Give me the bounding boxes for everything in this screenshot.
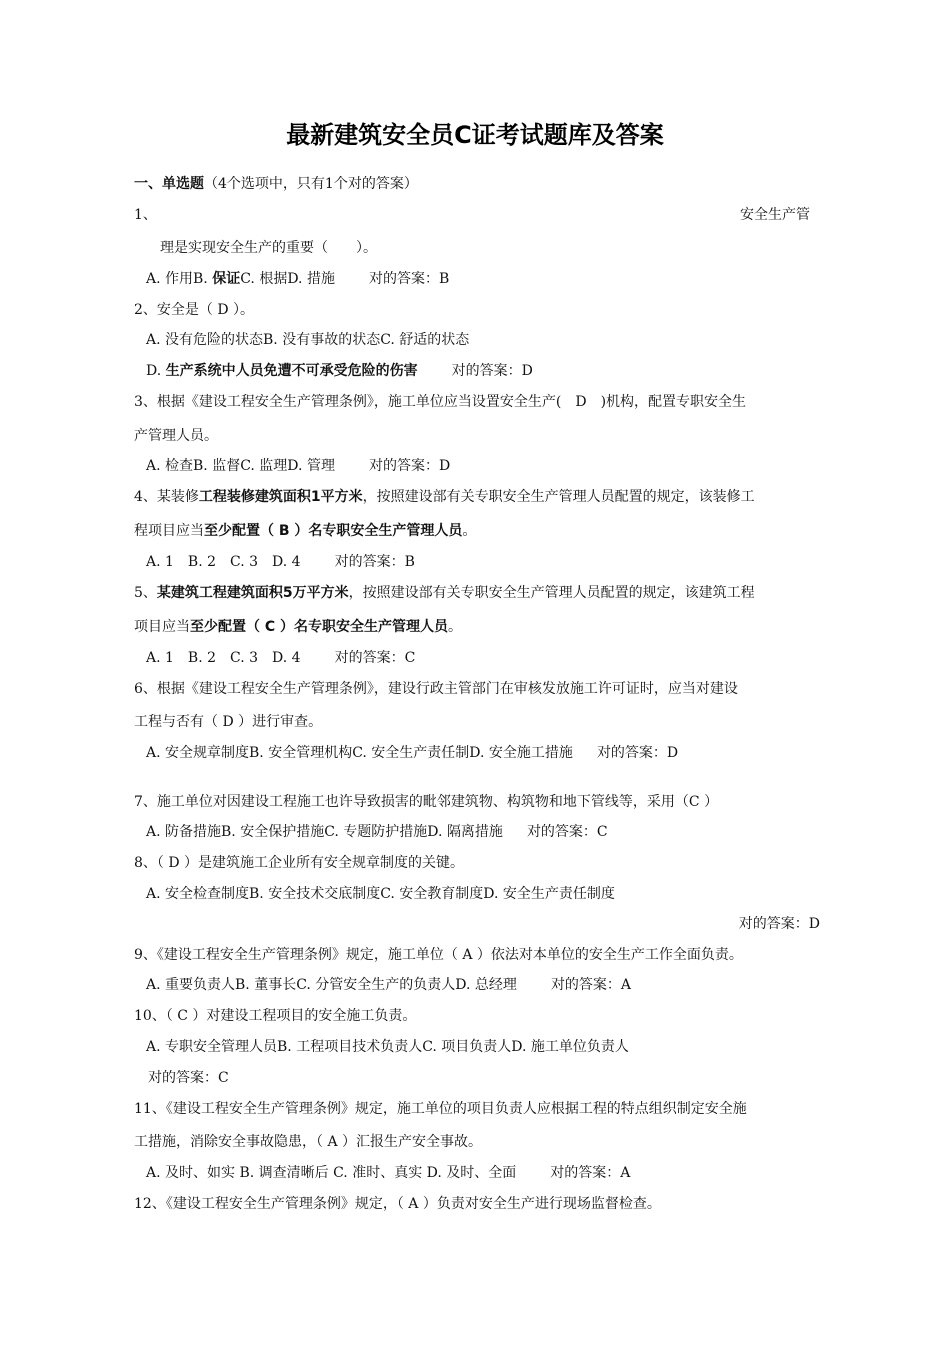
document-title: 最新建筑安全员C证考试题库及答案 [286, 121, 664, 149]
q5-l2b: 至少配置（ C ）名专职安全生产管理人员 [190, 619, 449, 635]
q3-answer: 对的答案：D [368, 458, 451, 474]
q5-options-text: A. 1 B. 2 C. 3 D. 4 [146, 650, 301, 666]
q9-line1: 9、《建设工程安全生产管理条例》规定，施工单位（ A ）依法对本单位的安全生产工作全面负责。 [134, 947, 743, 963]
q3-line2: 产管理人员。 [134, 428, 218, 444]
q7-options-text: A. 防备措施B. 安全保护措施C. 专题防护措施D. 隔离措施 [146, 824, 503, 840]
q2-options: A. 没有危险的状态B. 没有事故的状态C. 舒适的状态 [146, 332, 470, 348]
q8-answer: 对的答案：D [738, 916, 820, 932]
q8-line1: 8、（ D ）是建筑施工企业所有安全规章制度的关键。 [134, 855, 465, 871]
q7-options [146, 822, 608, 842]
q10-options: A. 专职安全管理人员B. 工程项目技术负责人C. 项目负责人D. 施工单位负责人 [146, 1039, 629, 1055]
q5-answer: 对的答案：C [334, 650, 416, 666]
q7-line1: 7、施工单位对因建设工程施工也许导致损害的毗邻建筑物、构筑物和地下管线等，采用（C ） [134, 794, 719, 810]
q11-options [146, 1163, 630, 1183]
q2-question: 2、安全是（ D ）。 [134, 302, 255, 318]
q1-option-b: 保证 [212, 271, 241, 287]
q6-options-text: A. 安全规章制度B. 安全管理机构C. 安全生产责任制D. 安全施工措施 [146, 745, 573, 761]
q11-line1: 11、《建设工程安全生产管理条例》规定，施工单位的项目负责人应根据工程的特点组织制定安全施 [134, 1101, 747, 1117]
section-heading [134, 174, 418, 194]
q10-line1: 10、（ C ）对建设工程项目的安全施工负责。 [134, 1008, 417, 1024]
q8-options: A. 安全检查制度B. 安全技术交底制度C. 安全教育制度D. 安全生产责任制度 [146, 886, 615, 902]
q11-answer: 对的答案：A [550, 1165, 631, 1181]
q3-options-text: A. 检查B. 监督C. 监理D. 管理 [146, 458, 335, 474]
q1-options [146, 269, 449, 289]
q4-options-text: A. 1 B. 2 C. 3 D. 4 [146, 554, 301, 570]
q4-l1b: 工程装修建筑面积1平方米 [198, 489, 363, 505]
q11-options-text: A. 及时、如实 B. 调查清晰后 C. 准时、真实 D. 及时、全面 [146, 1165, 517, 1181]
q4-options [146, 552, 415, 572]
q4-l2a: 程项目应当 [134, 523, 204, 539]
q4-answer: 对的答案：B [334, 554, 415, 570]
section-note: （4个选项中，只有1个对的答案） [204, 176, 418, 192]
q4-l1a: 4、某装修 [134, 489, 199, 505]
section-label: 一、单选题 [134, 176, 204, 192]
q7-answer: 对的答案：C [526, 824, 608, 840]
q12-line1: 12、《建设工程安全生产管理条例》规定，（ A ）负责对安全生产进行现场监督检查。 [134, 1196, 661, 1212]
q6-line2: 工程与否有（ D ）进行审查。 [134, 714, 323, 730]
q5-options [146, 648, 415, 668]
q6-options [146, 743, 678, 763]
q1-right-text: 安全生产管 [740, 207, 810, 223]
q4-l1c: ，按照建设部有关专职安全生产管理人员配置的规定，该装修工 [362, 489, 755, 505]
q1-continuation: 理是实现安全生产的重要（ ）。 [160, 240, 377, 256]
q5-l2c: 。 [448, 619, 463, 635]
q5-line1 [134, 583, 755, 603]
q11-line2: 工措施，消除安全事故隐患，（ A ）汇报生产安全事故。 [134, 1134, 483, 1150]
q4-line2 [134, 521, 476, 541]
q2-option-d-prefix: D. [146, 363, 166, 379]
q1-answer: 对的答案：B [368, 271, 450, 287]
q1-number: 1、 [134, 207, 157, 223]
q3-line1: 3、根据《建设工程安全生产管理条例》，施工单位应当设置安全生产( D )机构，配置专职安全生 [134, 394, 747, 410]
q5-l1b: 某建筑工程建筑面积5万平方米 [156, 585, 349, 601]
q2-option-d-text: 生产系统中人员免遭不可承受危险的伤害 [165, 363, 418, 379]
q5-l1a: 5、 [134, 585, 157, 601]
q6-answer: 对的答案：D [596, 745, 679, 761]
q2-answer: 对的答案：D [451, 363, 533, 379]
q2-option-d [146, 361, 533, 381]
q9-options [146, 975, 631, 995]
q5-l2a: 项目应当 [134, 619, 190, 635]
q4-l2b: 至少配置（ B ）名专职安全生产管理人员 [204, 523, 463, 539]
q5-l1c: ，按照建设部有关专职安全生产管理人员配置的规定，该建筑工程 [348, 585, 755, 601]
q4-line1 [134, 487, 755, 507]
q1-option-rest: C. 根据D. 措施 [240, 271, 335, 287]
q3-options [146, 456, 450, 476]
q4-l2c: 。 [462, 523, 477, 539]
q1-option-a: A. 作用B. [146, 271, 213, 287]
q9-options-text: A. 重要负责人B. 董事长C. 分管安全生产的负责人D. 总经理 [146, 977, 517, 993]
q5-line2 [134, 617, 462, 637]
q6-line1: 6、根据《建设工程安全生产管理条例》，建设行政主管部门在审核发放施工许可证时，应当对建设 [134, 681, 738, 697]
q9-answer: 对的答案：A [550, 977, 632, 993]
q10-answer: 对的答案：C [148, 1070, 229, 1086]
